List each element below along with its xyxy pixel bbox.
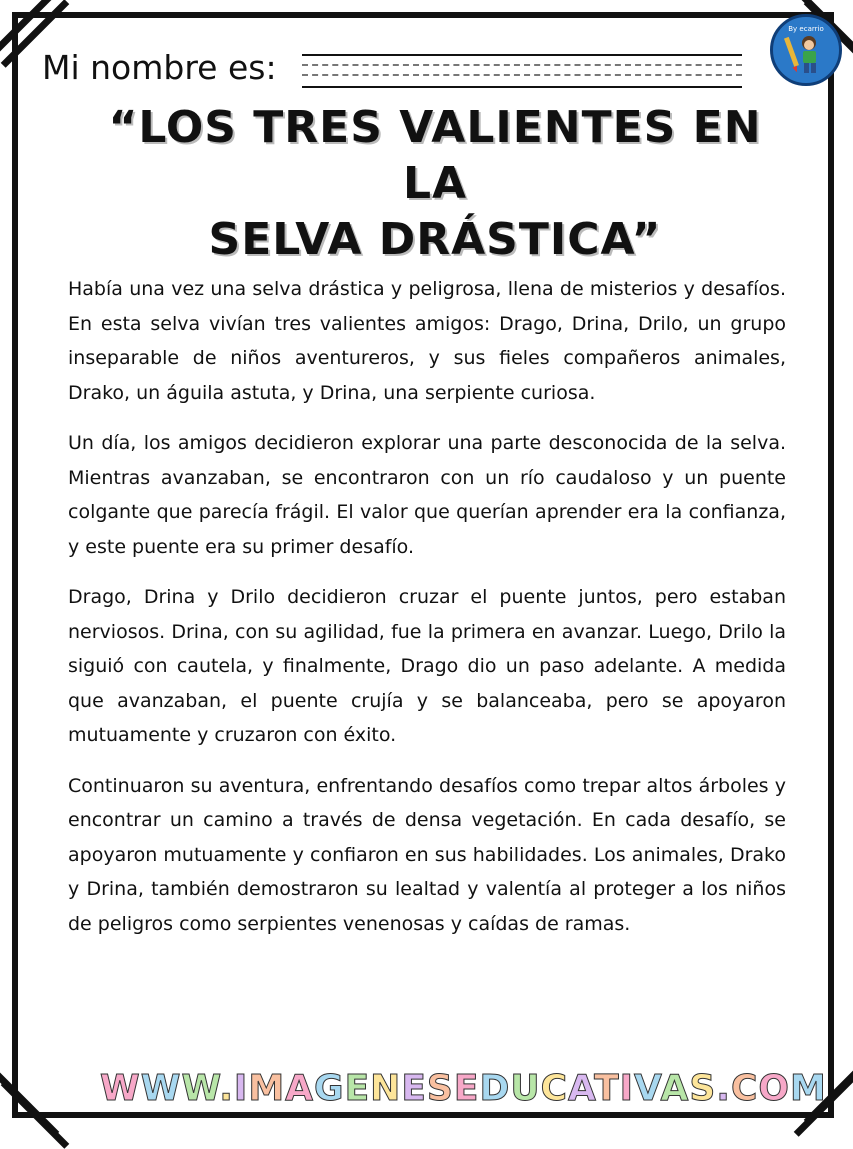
name-label: Mi nombre es: (42, 48, 277, 87)
website-url (100, 1066, 827, 1112)
website-letter: C (540, 1068, 568, 1109)
website-letter: G (314, 1068, 345, 1109)
website-letter: A (285, 1068, 315, 1109)
story-paragraph-4: Continuaron su aventura, enfrentando desafíos como trepar altos árboles y encontrar un camino a través de densa vegetación. En cada desafío, se apoyaron mutuamente y confiaron en sus habilidades. Los animales, Drako y Drina, también demostraron su lealtad y valentía al proteger a los niños de peligros como serpientes venenosas y caídas de ramas. (68, 774, 786, 935)
publisher-logo (770, 14, 842, 86)
kid-with-pencil-icon (773, 17, 839, 83)
website-letter: S (426, 1068, 454, 1109)
website-letter: A (567, 1068, 595, 1109)
story-paragraph-1: Había una vez una selva drástica y peligrosa, llena de misterios y desafíos. En esta selva vivían tres valientes amigos: Drago, Drina, Drilo, un grupo inseparable de niños aventureros, y sus fieles compañeros animales, Drako, un águila astuta, y Drina, una serpiente curiosa. (68, 278, 786, 404)
website-letter: U (510, 1068, 541, 1109)
website-letter: E (344, 1068, 371, 1109)
website-letter: V (634, 1068, 661, 1109)
website-letter: I (233, 1068, 249, 1109)
website-letter: W (140, 1068, 182, 1109)
website-letter: W (181, 1068, 220, 1109)
name-field-row (42, 48, 742, 92)
website-letter: E (401, 1068, 427, 1109)
website-letter: A (660, 1068, 690, 1109)
story-paragraph-3: Drago, Drina y Drilo decidieron cruzar el puente juntos, pero estaban nerviosos. Drina, con su agilidad, fue la primera en avanzar. Luego, Drilo la siguió con cautela, y finalmente, Drago dio un paso adelante. A medida que avanzaban, el puente crujía y se balanceaba, pero se apoyaron mutuamente y cruzaron con éxito. (68, 586, 786, 746)
website-letter: S (689, 1068, 717, 1109)
website-letter: O (758, 1068, 790, 1109)
story-paragraph-2: Un día, los amigos decidieron explorar una parte desconocida de la selva. Mientras avanzaban, se encontraron con un río caudaloso y un puente colgante que parecía frágil. El valor que querían aprender era la confianza, y este puente era su primer desafío. (68, 432, 786, 558)
logo-text: By ecarrio (788, 25, 824, 33)
corner-decoration-bottom-left (0, 1077, 60, 1137)
website-letter: M (789, 1068, 827, 1109)
website-letter: E (453, 1068, 480, 1109)
website-letter: D (479, 1068, 511, 1109)
website-letter: C (730, 1068, 759, 1109)
website-letter: W (100, 1068, 141, 1109)
title-line-1: “LOS TRES VALIENTES EN LA (108, 102, 762, 209)
name-writing-lines[interactable] (302, 54, 742, 92)
story-text (68, 272, 786, 957)
worksheet-title (70, 100, 800, 268)
website-letter: T (594, 1068, 620, 1109)
website-letter: N (370, 1068, 402, 1109)
title-line-2: SELVA DRÁSTICA” (208, 214, 662, 265)
website-letter: I (619, 1068, 635, 1109)
website-letter: . (219, 1068, 234, 1109)
website-letter: . (716, 1068, 731, 1109)
website-letter: M (248, 1068, 286, 1109)
